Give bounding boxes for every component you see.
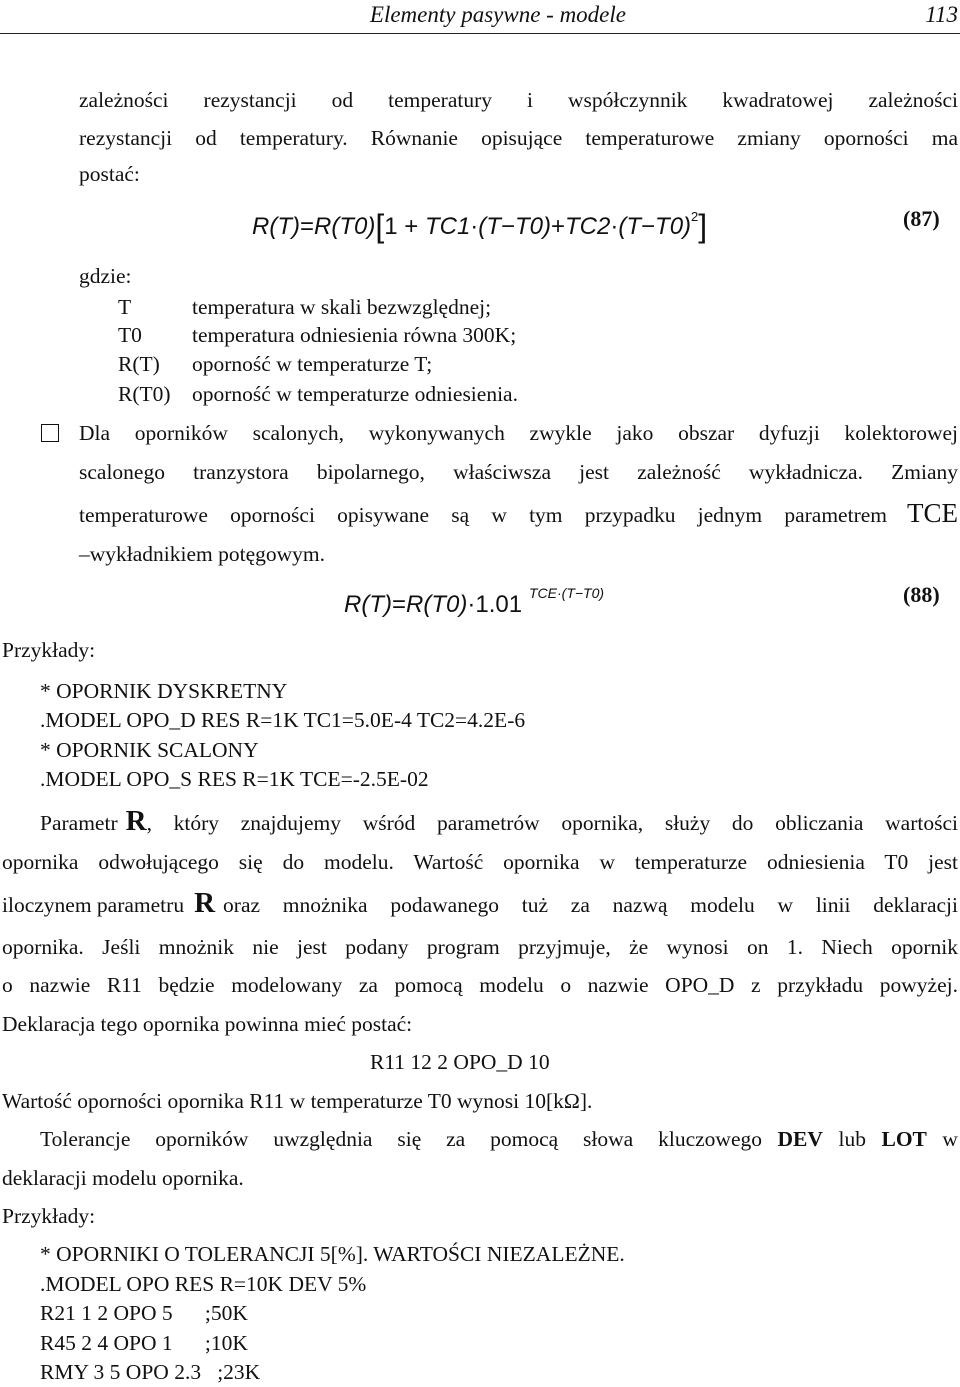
where-symbol: R(T): [118, 352, 160, 376]
para-r-line-2: opornika odwołującego się do modelu. Wartość opornika w temperaturze odniesienia T0 jest: [2, 850, 958, 874]
where-symbol: R(T0): [118, 382, 171, 406]
intro-line-1: zależności rezystancji od temperatury i współczynnik kwadratowej zależności: [79, 88, 958, 112]
equation-87: $R(T)=R(T0)[1 + TC1\cdot(T-T0)+TC2\cdot(T-T0)^2]$: [252, 208, 708, 244]
intro-line-2: rezystancji od temperatury. Równanie opisujące temperaturowe zmiany oporności ma: [79, 126, 958, 150]
para-r-line-3: [2, 887, 958, 919]
examples-label: Przykłady:: [2, 1204, 96, 1228]
para-r-line-7: Wartość oporności opornika R11 w temperaturze T0 wynosi 10[kΩ].: [2, 1089, 593, 1113]
declaration-example: R11 12 2 OPO_D 10: [370, 1050, 550, 1074]
where-symbol: T: [118, 295, 132, 319]
header-rule: [0, 33, 960, 34]
lot-keyword: LOT: [881, 1127, 927, 1151]
running-header-title: Elementy pasywne - modele: [369, 2, 626, 27]
bullet-line-4: –wykładnikiem potęgowym.: [79, 542, 326, 566]
code-line: .MODEL OPO_D RES R=1K TC1=5.0E-4 TC2=4.2E-6: [40, 708, 526, 732]
where-description: oporność w temperaturze odniesienia.: [192, 382, 518, 406]
code-line: * OPORNIK SCALONY: [40, 738, 259, 762]
para-tol-text: w: [942, 1127, 958, 1151]
para-r-text: , który znajdujemy wśród parametrów opornika, służy do obliczania wartości: [146, 811, 958, 835]
para-r-text: Parametr: [40, 811, 118, 835]
where-description: temperatura odniesienia równa 300K;: [192, 323, 517, 347]
page-number: 113: [925, 2, 958, 27]
para-r-line-5: o nazwie R11 będzie modelowany za pomocą modelu o nazwie OPO_D z przykładu powyżej.: [2, 973, 958, 997]
code-line: .MODEL OPO RES R=10K DEV 5%: [40, 1272, 367, 1296]
code-line: R45 2 4 OPO 1 ;10K: [40, 1331, 248, 1355]
para-r-text: iloczynem parametru: [2, 893, 185, 917]
equation-88-number: (88): [903, 582, 940, 607]
tce-parameter: TCE: [907, 498, 958, 528]
where-symbol: T0: [118, 323, 142, 347]
where-label: gdzie:: [79, 264, 132, 288]
para-tol-line-2: deklaracji modelu opornika.: [2, 1166, 244, 1190]
dev-keyword: DEV: [777, 1127, 823, 1151]
para-tol-line-1: [40, 1126, 958, 1152]
code-line: * OPORNIK DYSKRETNY: [40, 679, 288, 703]
equation-87-number: (87): [903, 206, 940, 231]
r-parameter: R: [125, 805, 147, 837]
code-line: * OPORNIKI O TOLERANCJI 5[%]. WARTOŚCI NIEZALEŻNE.: [40, 1242, 625, 1266]
intro-line-3: postać:: [79, 162, 140, 186]
para-tol-text: Tolerancje oporników uwzględnia się za pomocą słowa kluczowego: [40, 1127, 762, 1151]
para-tol-text: lub: [838, 1127, 866, 1151]
where-description: temperatura w skali bezwzględnej;: [192, 295, 492, 319]
checkbox-bullet-icon: [41, 424, 59, 447]
para-r-line-1: [40, 805, 958, 837]
code-line: .MODEL OPO_S RES R=1K TCE=-2.5E-02: [40, 767, 429, 791]
para-r-line-6: Deklaracja tego opornika powinna mieć postać:: [2, 1012, 413, 1036]
r-parameter: R: [194, 887, 216, 919]
equation-88: R(T)=R(T0)·1.01: [344, 591, 523, 618]
bullet-line-2: scalonego tranzystora bipolarnego, właściwsza jest zależność wykładnicza. Zmiany: [79, 460, 958, 484]
bullet-line-3-text: temperaturowe oporności opisywane są w tym przypadku jednym parametrem: [79, 503, 887, 527]
bullet-line-1: Dla oporników scalonych, wykonywanych zwykle jako obszar dyfuzji kolektorowej: [79, 421, 958, 445]
code-line: R21 1 2 OPO 5 ;50K: [40, 1301, 248, 1325]
examples-label: Przykłady:: [2, 638, 96, 662]
equation-88-exponent: TCE·(T−T0): [529, 585, 605, 601]
where-description: oporność w temperaturze T;: [192, 352, 433, 376]
code-line: RMY 3 5 OPO 2.3 ;23K: [40, 1360, 261, 1384]
para-r-line-4: opornika. Jeśli mnożnik nie jest podany program przyjmuje, że wynosi on 1. Niech opornik: [2, 935, 958, 959]
bullet-line-3: [79, 500, 958, 528]
para-r-text: oraz mnożnika podawanego tuż za nazwą modelu w linii deklaracji: [223, 893, 958, 917]
